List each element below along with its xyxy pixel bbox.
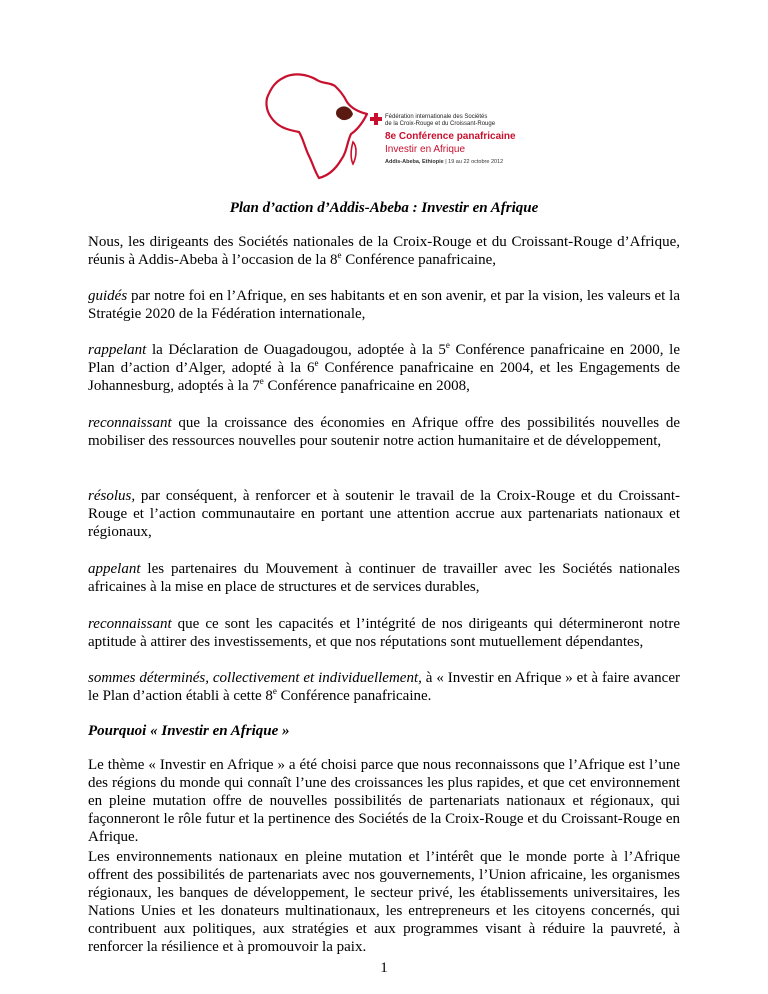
page-number: 1: [380, 960, 388, 976]
document-title: Plan d’action d’Addis-Abeba : Investir en Afrique: [229, 200, 539, 216]
paragraph-intro: Nous, les dirigeants des Sociétés nationales de la Croix-Rouge et du Croissant-Rouge d’Afrique, réunis à Addis-Abeba à l’occasion de la 8e Conférence panafricaine,: [88, 234, 680, 268]
conference-logo: [255, 68, 545, 186]
conference-place: Addis-Abeba, Ethiopie | 19 au 22 octobre 2012: [385, 159, 504, 165]
federation-name: Fédération internationale des Sociétés de la Croix-Rouge et du Croissant-Rouge: [385, 114, 496, 127]
paragraph-rappelant: rappelant la Déclaration de Ouagadougou, adoptée à la 5e Conférence panafricaine en 2000, le Plan d’action d’Alger, adopté à la 6e Conférence panafricaine en 2004, et les Engagements de Johannesburg, adoptés à la 7e Conférence panafricaine en 2008,: [88, 340, 680, 394]
paragraph-determines: sommes déterminés, collectivement et individuellement, à « Investir en Afrique » et à faire avancer le Plan d’action établi à cette 8e Conférence panafricaine.: [88, 670, 680, 704]
paragraph-reconnaissant-2: reconnaissant que ce sont les capacités et l’intégrité de nos dirigeants qui détermineront notre aptitude à attirer des investissements, et que nos réputations sont mutuellement dépendantes,: [88, 616, 680, 650]
red-cross-icon: [369, 112, 383, 126]
paragraph-environnements: Les environnements nationaux en pleine mutation et l’intérêt que le monde porte à l’Afrique offrent des possibilités de partenariats avec nos gouvernements, l’Union africaine, les organismes régionaux, les banques de développement, le secteur privé, les établissements universitaires, les Nations Unies et les donateurs multinationaux, les entrepreneurs et les citoyens concernés, qui contribuent aux politiques, aux stratégies et aux programmes visant à réduire la pauvreté, à renforcer la résilience et à promouvoir la paix.: [88, 849, 680, 955]
conference-subtitle: Investir en Afrique: [385, 144, 466, 155]
paragraph-appelant: appelant les partenaires du Mouvement à continuer de travailler avec les Sociétés nationales africaines à la mise en place de structures et de services durables,: [88, 561, 680, 595]
paragraph-resolus: résolus, par conséquent, à renforcer et à soutenir le travail de la Croix-Rouge et du Croissant-Rouge et l’action communautaire en portant une attention accrue aux partenariats nationaux et régionaux,: [88, 488, 680, 540]
section-heading: Pourquoi « Investir en Afrique »: [88, 723, 290, 739]
paragraph-pourquoi: Le thème « Investir en Afrique » a été choisi parce que nous reconnaissons que l’Afrique est l’une des régions du monde qui connaît l’une des croissances les plus rapides, et que cet environnement en pleine mutation offre de nouvelles possibilités de partenariats nationaux et régionaux, qui façonneront le rôle futur et la pertinence des Sociétés de la Croix-Rouge et du Croissant-Rouge en Afrique.: [88, 757, 680, 845]
conference-title: 8e Conférence panafricaine: [385, 131, 516, 142]
paragraph-reconnaissant-1: reconnaissant que la croissance des économies en Afrique offre des possibilités nouvelles de mobiliser des ressources nouvelles pour soutenir notre action humanitaire et de développement,: [88, 415, 680, 449]
paragraph-guides: guidés par notre foi en l’Afrique, en ses habitants et en son avenir, et par la vision, les valeurs et la Stratégie 2020 de la Fédération internationale,: [88, 288, 680, 322]
africa-map-icon: [255, 68, 385, 186]
